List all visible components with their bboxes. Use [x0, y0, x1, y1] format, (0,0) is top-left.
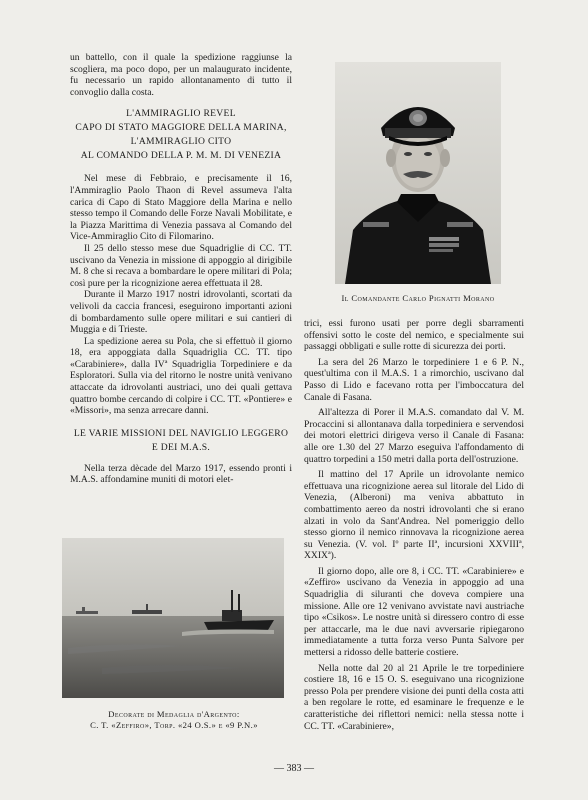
page-number: — 383 —: [274, 763, 314, 774]
heading-line: AL COMANDO DELLA P. M. M. DI VENEZIA: [80, 150, 282, 162]
intro-paragraph: un battello, con il quale la spedizione raggiunse la scogliera, ma poco dopo, per un malaugurato incidente, fu necessario un rapido allontanamento di tutto il convoglio dalla costa.: [70, 52, 292, 98]
boats-photo: [62, 538, 284, 698]
boats-caption: [56, 709, 292, 731]
section-heading-revel: [70, 107, 292, 163]
paragraph: Il giorno dopo, alle ore 8, i CC. TT. «Carabiniere» e «Zeffiro» uscivano da Venezia in appoggio ad una Squadriglia di siluranti che doveva compiere una missione. Alle ore 12 venivano avvistate navi austriache tipo «Csikos». Le nostre unità si diressero contro di esse per attaccarle, ma le due navi avversarie ripiegarono immediatamente a tutta forza verso Punta Salvore per mettersi a ridosso delle batterie costiere.: [304, 565, 524, 659]
paragraph: Durante il Marzo 1917 nostri idrovolanti, scortati da velivoli da caccia francesi, eseguirono importanti azioni di bombardamento sulle opere militari e sui cantieri di Muggia e di Trieste.: [70, 289, 292, 336]
heading-line: LE VARIE MISSIONI DEL NAVIGLIO LEGGERO: [73, 427, 289, 439]
paragraph: Il 25 dello stesso mese due Squadriglie di CC. TT. uscivano da Venezia in missione di appoggio al dirigibile M. 8 che si recava a bombardare le opere militari di Pola; così pure per la ricognizione aerea effettuata il 28.: [70, 242, 292, 289]
portrait-image: [335, 62, 501, 284]
heading-line: L'AMMIRAGLIO CITO: [130, 136, 232, 148]
left-column-top: [70, 52, 292, 486]
paragraph: La spedizione aerea su Pola, che si effettuò il giorno 18, era appoggiata dalla Squadriglia CC. TT. tipo «Carabiniere», dalla IVª Squadriglia Torpediniere e da Esploratori. Sulla via del ritorno le nostre unità venivano attaccate da idrovolanti austriaci, uno dei quali gettava quattro bombe cercando di colpire i CC. TT. «Pontiere» e «Missori», ma senza arrecare danni.: [70, 335, 292, 417]
caption-line: Decorate di Medaglia d'Argento:: [108, 709, 240, 719]
portrait-caption: Il Comandante Carlo Pignatti Morano: [341, 293, 495, 303]
paragraph: Nel mese di Febbraio, e precisamente il 16, l'Ammiraglio Paolo Thaon di Revel assumeva l'alta carica di Capo di Stato Maggiore della Marina e nello stesso tempo il Comando delle Forze Navali Mobilitate, e la Piazza Marittima di Venezia passava al Comando del Vice-Ammiraglio Cito di Filomarino.: [70, 173, 292, 243]
paragraph: Nella terza dècade del Marzo 1917, essendo pronti i M.A.S. affondamine muniti di motori elet-: [70, 462, 292, 486]
paragraph: Il mattino del 17 Aprile un idrovolante nemico effettuava una ricognizione aerea sul litorale del Lido di Venezia, (Alberoni) ma veniva abbattuto in combattimento aereo da nostri idrovolanti che si erano alzati in volo da Sant'Andrea. Nel pomeriggio dello stesso giorno il nemico rinnovava la ricognizione aerea su Venezia. (V. vol. Iº parte IIª, incursioni XXVIIIª, XXIXª).: [304, 469, 524, 562]
heading-line: E DEI M.A.S.: [151, 441, 211, 453]
section-heading-mas: [70, 427, 292, 455]
paragraph: trici, essi furono usati per porre degli sbarramenti offensivi sotto le coste del nemico, e specialmente sui passaggi obbligati e sulle rotte di sicurezza dei porti.: [304, 318, 524, 353]
right-column: [304, 318, 524, 732]
paragraph: La sera del 26 Marzo le torpediniere 1 e 6 P. N., quest'ultima con il M.A.S. 1 a rimorchio, uscivano dal Passo di Lido e facevano rotta per l'imboccatura del Canale di Fasana.: [304, 356, 524, 403]
boats-image: [62, 538, 284, 698]
portrait-photo: [335, 62, 501, 284]
heading-line: L'AMMIRAGLIO REVEL: [126, 108, 236, 120]
caption-line: C. T. «Zeffiro», Torp. «24 O.S.» e «9 P.N.»: [90, 720, 258, 730]
paragraph: Nella notte dal 20 al 21 Aprile le tre torpediniere costiere 18, 16 e 15 O. S. eseguivano una ricognizione presso Pola per prendere visione dei punti della costa atti a ben regolare le rotte, ed esaminare le frequenze e le caratteristiche dei riflettori nemici: nella stessa notte i CC. TT. «Carabiniere»,: [304, 662, 524, 732]
heading-line: CAPO DI STATO MAGGIORE DELLA MARINA,: [75, 122, 287, 134]
paragraph: All'altezza di Porer il M.A.S. comandato dal V. M. Procaccini si allontanava dalla torpediniera e servendosi dei motori elettrici dirigeva verso il Canale di Fasana: alle ore 1.30 del 27 Marzo eseguiva l'affondamento di quattro torpedini a 150 metri dalla porta dell'ostruzione.: [304, 407, 524, 465]
